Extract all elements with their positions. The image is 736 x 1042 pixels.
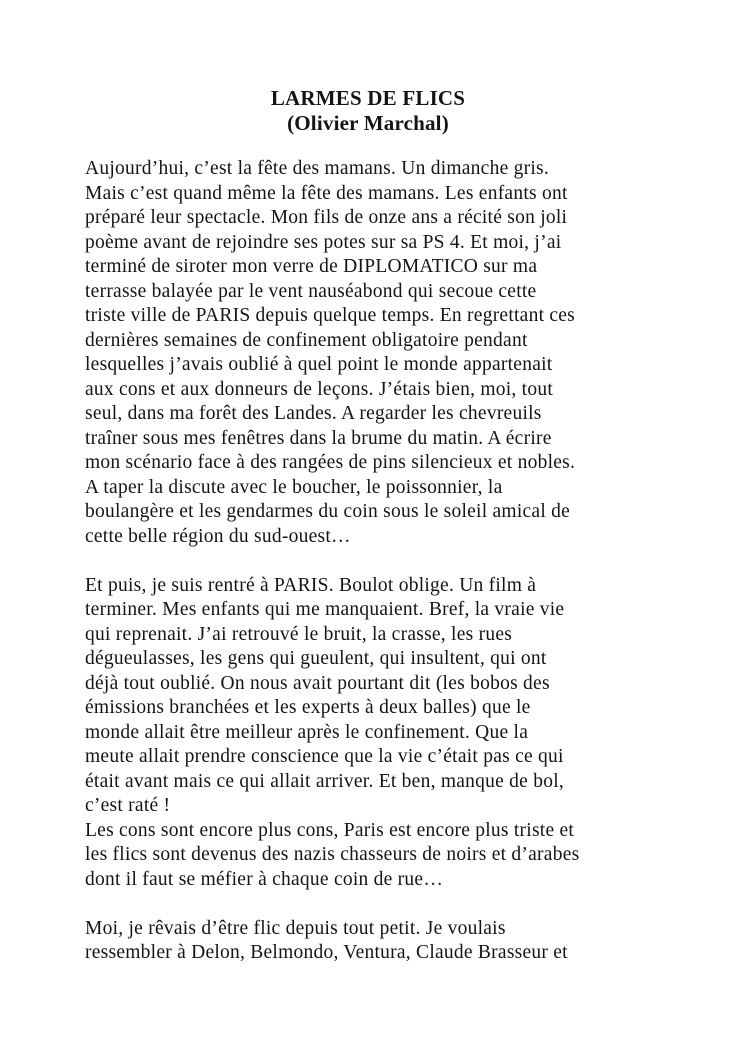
text-line: cette belle région du sud-ouest…	[85, 525, 351, 547]
text-line: meute allait prendre conscience que la vie c’était pas ce qui	[85, 746, 564, 767]
text-line: déjà tout oublié. On nous avait pourtant dit (les bobos des	[85, 672, 550, 694]
text-line: Et puis, je suis rentré à PARIS. Boulot oblige. Un film à	[85, 574, 537, 596]
text-line: Aujourd’hui, c’est la fête des mamans. Un dimanche gris.	[85, 158, 549, 179]
text-line: mon scénario face à des rangées de pins silencieux et nobles.	[85, 452, 576, 473]
page-author: (Olivier Marchal)	[287, 110, 449, 135]
text-line: traîner sous mes fenêtres dans la brume du matin. A écrire	[85, 427, 552, 449]
text-line: c’est raté !	[85, 795, 171, 816]
text-line: monde allait être meilleur après le confinement. Que la	[85, 721, 529, 743]
text-line: terrasse balayée par le vent nauséabond qui secoue cette	[85, 280, 537, 302]
text-line: préparé leur spectacle. Mon fils de onze ans a récité son joli	[85, 207, 568, 228]
text-line: seul, dans ma forêt des Landes. A regarder les chevreuils	[85, 403, 542, 424]
text-line: Les cons sont encore plus cons, Paris est encore plus triste et	[85, 819, 575, 841]
text-line: ressembler à Delon, Belmondo, Ventura, Claude Brasseur et	[85, 942, 568, 963]
text-line: boulangère et les gendarmes du coin sous le soleil amical de	[85, 501, 571, 522]
text-line: A taper la discute avec le boucher, le poissonnier, la	[85, 476, 503, 498]
text-line: terminer. Mes enfants qui me manquaient. Bref, la vraie vie	[85, 599, 565, 620]
text-line: qui reprenait. J’ai retrouvé le bruit, la crasse, les rues	[85, 623, 513, 645]
text-line: terminé de siroter mon verre de DIPLOMATICO sur ma	[85, 256, 538, 277]
page-title: LARMES DE FLICS	[270, 86, 466, 110]
text-line: dégueulasses, les gens qui gueulent, qui insultent, qui ont	[85, 648, 547, 669]
paragraph	[85, 574, 676, 893]
text-line: Mais c’est quand même la fête des mamans. Les enfants ont	[85, 182, 568, 204]
text-line: les flics sont devenus des nazis chasseurs de noirs et d’arabes	[85, 844, 580, 865]
text-line: était avant mais ce qui allait arriver. Et ben, manque de bol,	[85, 770, 564, 792]
body-text	[85, 157, 676, 966]
text-line: aux cons et aux donneurs de leçons. J’étais bien, moi, tout	[85, 378, 554, 400]
text-line: triste ville de PARIS depuis quelque temps. En regrettant ces	[85, 305, 576, 326]
text-line: dernières semaines de confinement obligatoire pendant	[85, 329, 528, 351]
paragraph	[85, 157, 676, 549]
text-line: Moi, je rêvais d’être flic depuis tout petit. Je voulais	[85, 917, 506, 939]
text-line: émissions branchées et les experts à deux balles) que le	[85, 697, 531, 718]
text-line: dont il faut se méfier à chaque coin de rue…	[85, 868, 444, 890]
paragraph	[85, 917, 676, 966]
document-header	[85, 86, 651, 135]
text-line: lesquelles j’avais oublié à quel point le monde appartenait	[85, 354, 553, 375]
text-line: poème avant de rejoindre ses potes sur sa PS 4. Et moi, j’ai	[85, 231, 562, 253]
